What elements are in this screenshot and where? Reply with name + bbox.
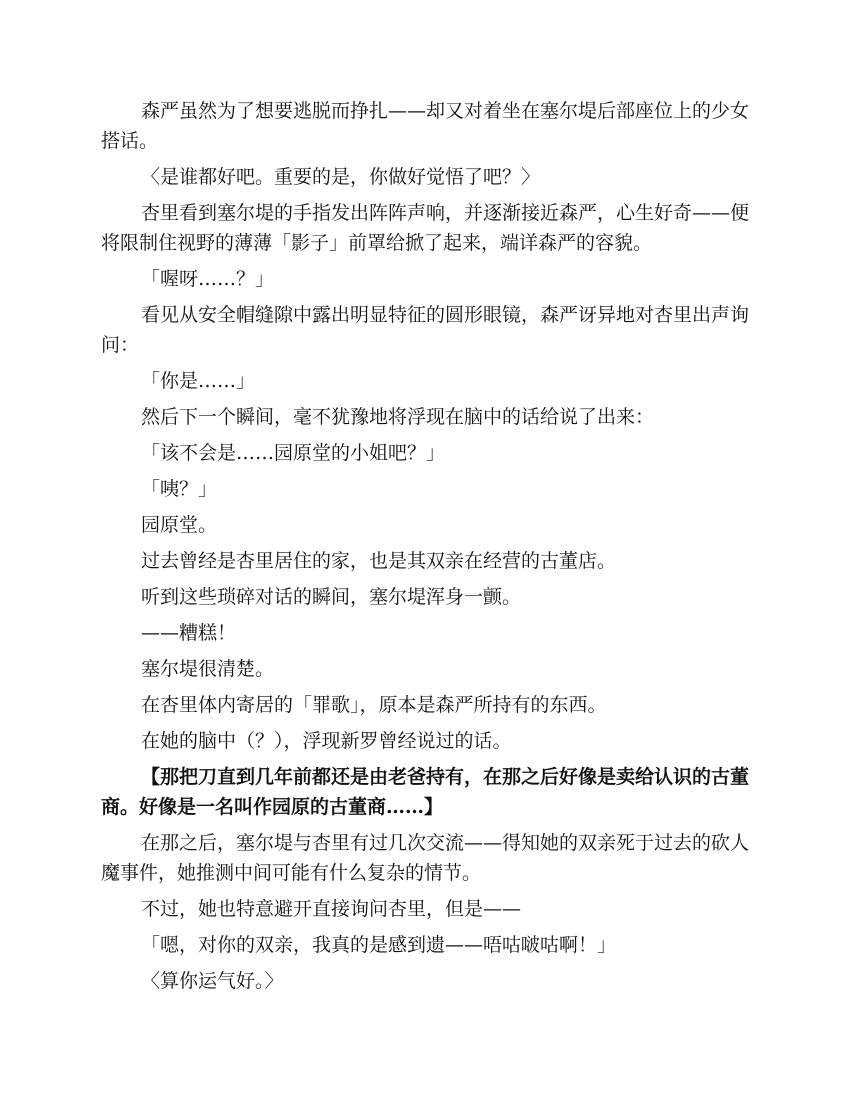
paragraph: 然后下一个瞬间，毫不犹豫地将浮现在脑中的话给说了出来： — [141, 406, 655, 428]
paragraph: 在那之后，塞尔堤与杏里有过几次交流——得知她的双亲死于过去的砍人魔事件，她推测中间可能有什么复杂的情节。 — [101, 832, 750, 884]
paragraph: 在她的脑中（？），浮现新罗曾经说过的话。 — [141, 730, 512, 752]
paragraph: 「喔呀……？」 — [141, 268, 275, 290]
paragraph: 「嗯，对你的双亲，我真的是感到遗——唔咕啵咕啊！」 — [141, 934, 617, 956]
paragraph: 〈算你运气好。〉 — [141, 970, 284, 992]
paragraph: 森严虽然为了想要逃脱而挣扎——却又对着坐在塞尔堤后部座位上的少女搭话。 — [101, 100, 750, 152]
paragraph: 听到这些琐碎对话的瞬间，塞尔堤浑身一颤。 — [141, 586, 522, 608]
document-page — [101, 96, 749, 1002]
paragraph: ——糟糕！ — [141, 622, 237, 644]
paragraph: 在杏里体内寄居的「罪歌」，原本是森严所持有的东西。 — [141, 694, 607, 716]
paragraph: 「该不会是……园原堂的小姐吧？」 — [141, 442, 446, 464]
paragraph: 塞尔堤很清楚。 — [141, 658, 275, 680]
paragraph: 「你是……」 — [141, 370, 256, 392]
paragraph: 不过，她也特意避开直接询问杏里，但是—— — [141, 898, 522, 920]
paragraph: 过去曾经是杏里居住的家，也是其双亲在经营的古董店。 — [141, 550, 617, 572]
paragraph: 看见从安全帽缝隙中露出明显特征的圆形眼镜，森严讶异地对杏里出声询问： — [101, 304, 750, 356]
bold-quote-paragraph: 【那把刀直到几年前都还是由老爸持有，在那之后好像是卖给认识的古董商。好像是一名叫作园原的古董商……】 — [101, 766, 750, 818]
paragraph: 「咦？」 — [141, 478, 218, 500]
paragraph: 〈是谁都好吧。重要的是，你做好觉悟了吧？〉 — [141, 166, 541, 188]
paragraph: 园原堂。 — [141, 514, 218, 536]
paragraph: 杏里看到塞尔堤的手指发出阵阵声响，并逐渐接近森严，心生好奇——便将限制住视野的薄薄「影子」前罩给掀了起来，端详森严的容貌。 — [101, 202, 750, 254]
